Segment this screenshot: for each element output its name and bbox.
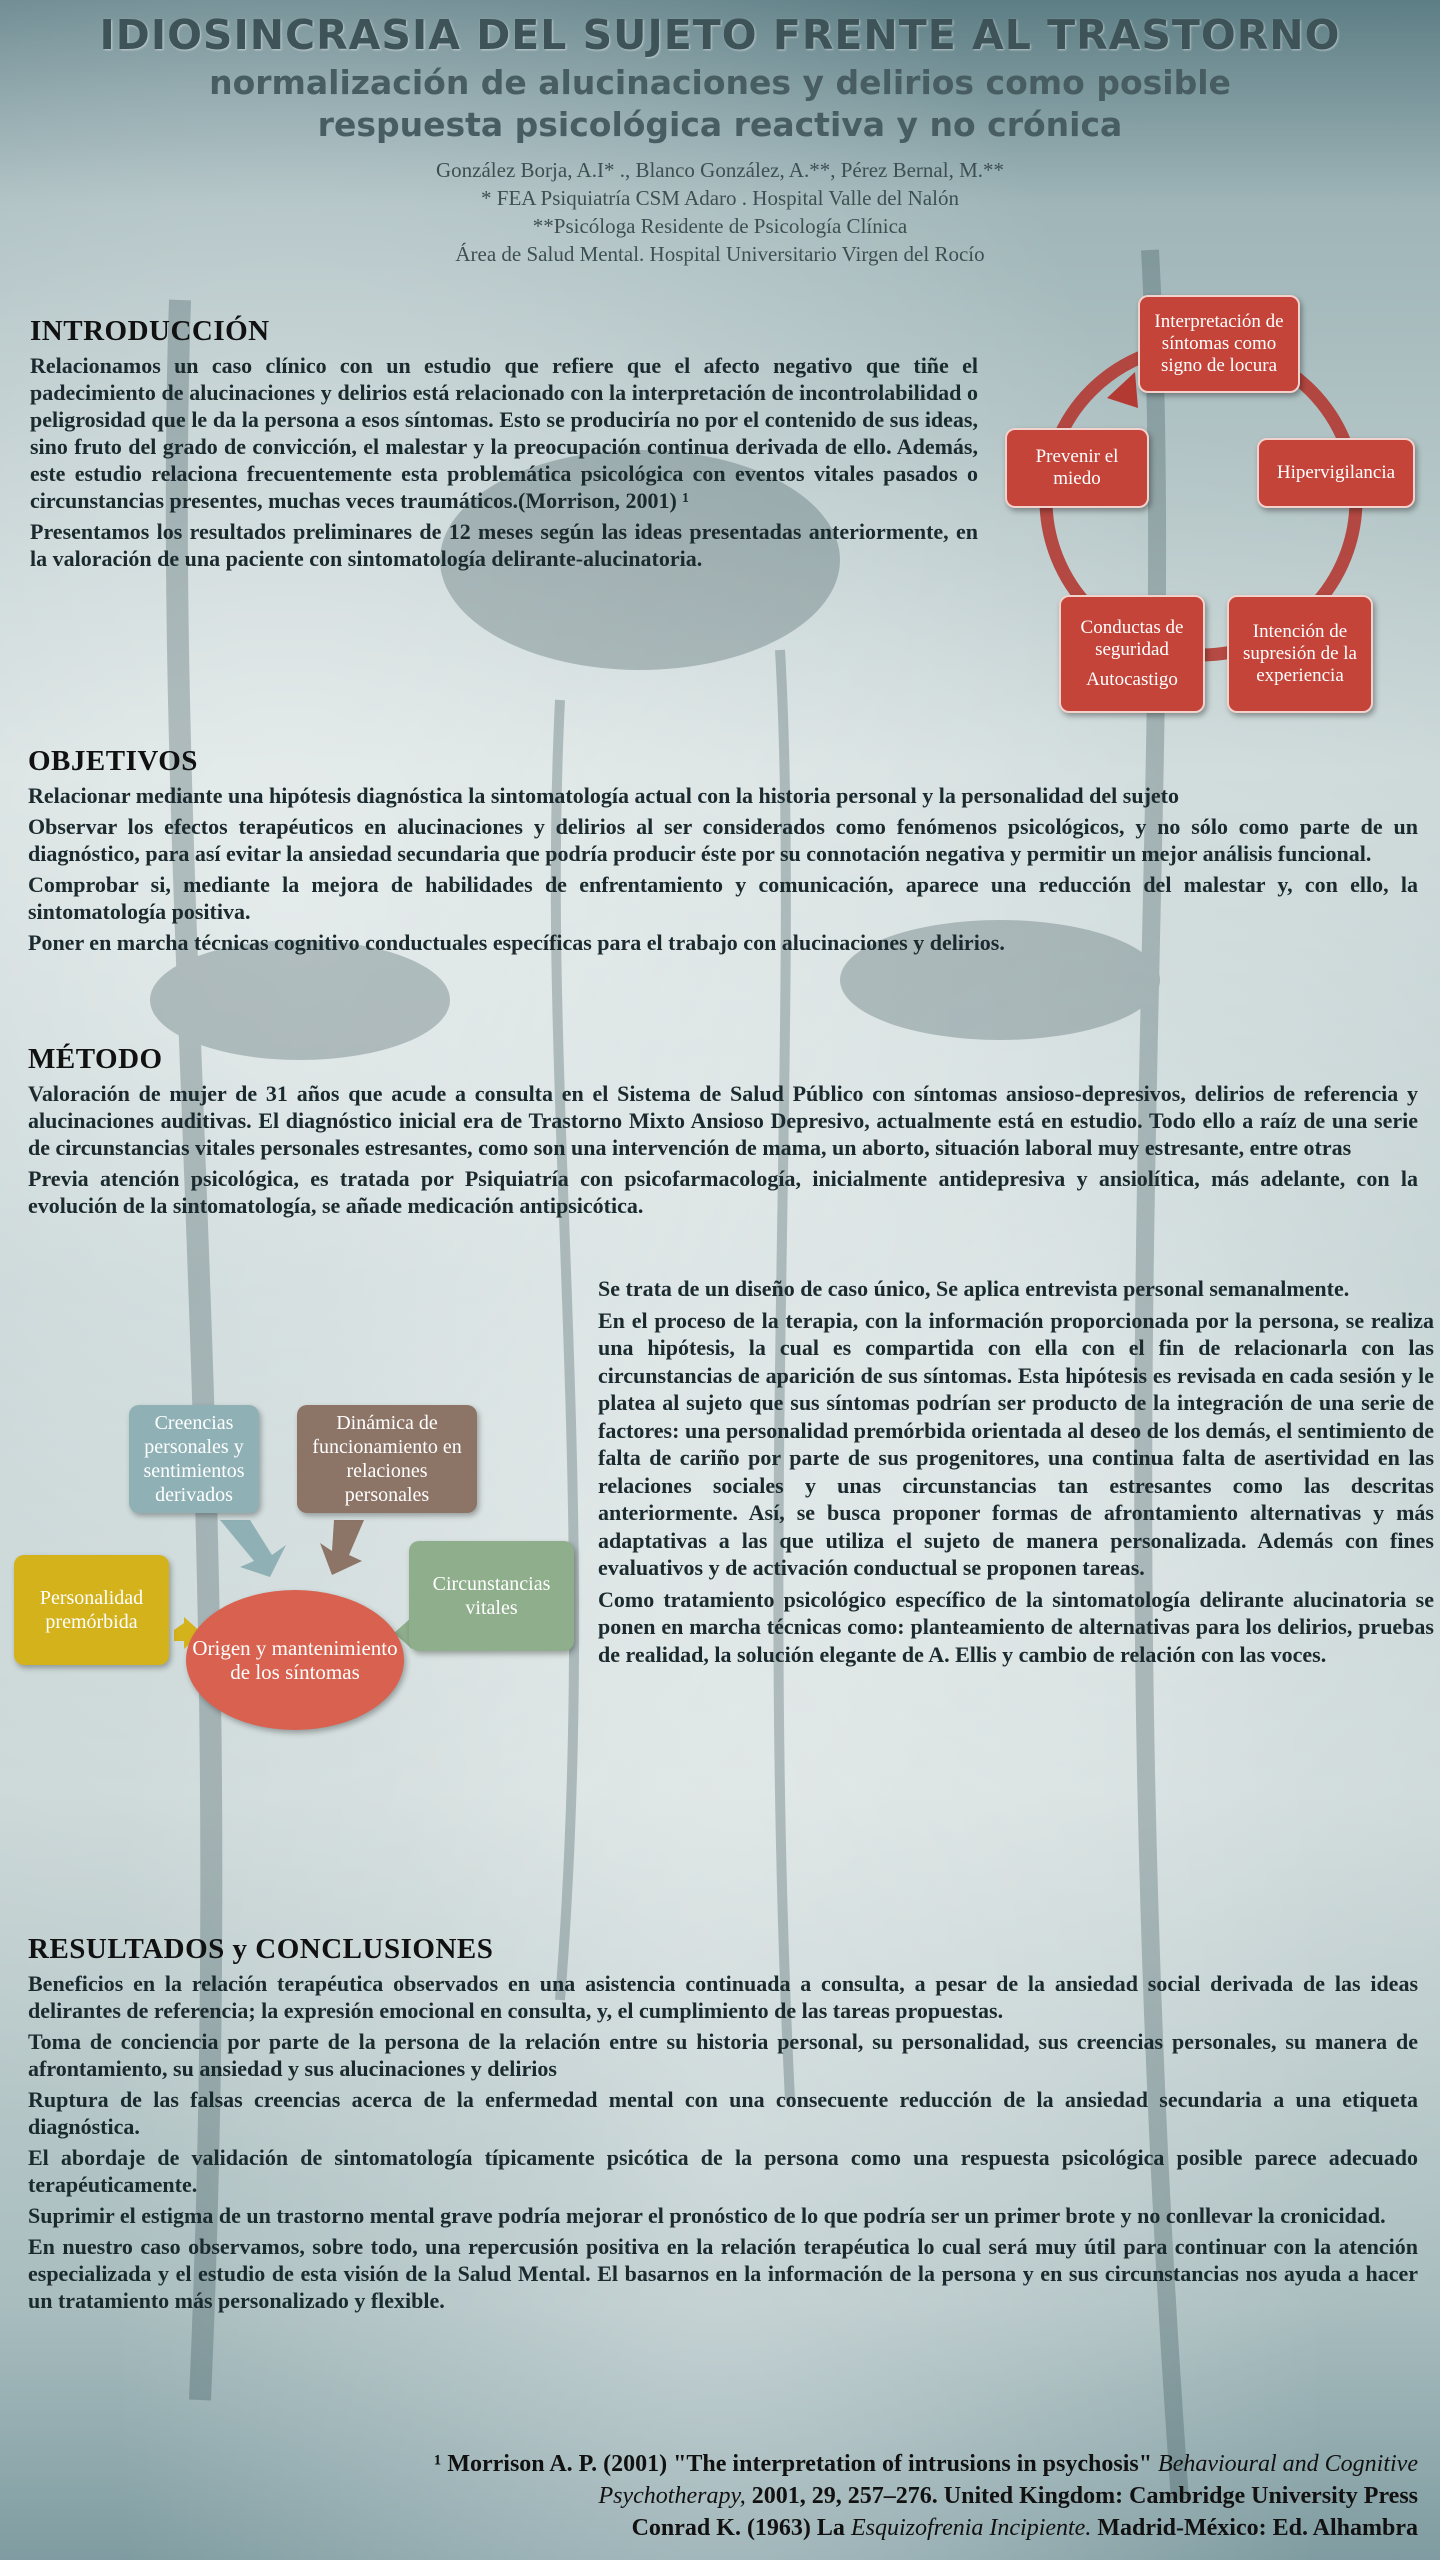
objetivos-item: Poner en marcha técnicas cognitivo conductuales específicas para el trabajo con alucinaciones y delirios.	[28, 930, 1005, 955]
reference-2-author: Conrad K. (1963) La	[631, 2515, 845, 2541]
origin-node-creencias: Creencias personales y sentimientos derivados	[129, 1405, 259, 1513]
metodo-section	[28, 1043, 1418, 1219]
introduccion-section	[30, 315, 978, 572]
resultados-item: Beneficios en la relación terapéutica observados en una asistencia continuada a consulta, a pesar de la ansiedad social derivada de las ideas delirantes de referencia; la expresión emocional en consulta, y, el cumplimiento de las tareas propuestas.	[28, 1971, 1418, 2023]
reference-1-journal: Behavioural and Cognitive	[1158, 2451, 1418, 2477]
metodo-paragraph-1: Valoración de mujer de 31 años que acude a consulta en el Sistema de Salud Público con síntomas ansioso-depresivos, delirios de referencia y alucinaciones auditivas. El diagnóstico inicial era de Trastorno Mixto Ansioso Depresivo, actualmente está en estudio. Todo ello a raíz de una serie de circunstancias vitales personales estresantes, como son una intervención de mama, un aborto, situación laboral muy estresante, entre otras	[28, 1081, 1418, 1160]
reference-2-details: Madrid-México: Ed. Alhambra	[1097, 2515, 1418, 2541]
origin-node-center: Origen y mantenimiento de los síntomas	[186, 1590, 404, 1730]
reference-2	[138, 2512, 1418, 2544]
objetivos-item: Relacionar mediante una hipótesis diagnóstica la sintomatología actual con la historia personal y la personalidad del sujeto	[28, 783, 1179, 808]
cycle-node-hipervigilancia: Hipervigilancia	[1257, 438, 1415, 508]
resultados-item: Suprimir el estigma de un trastorno mental grave podría mejorar el pronóstico de lo que podría ser un primer brote y no conllevar la cronicidad.	[28, 2203, 1386, 2228]
resultados-item: El abordaje de validación de sintomatología típicamente psicótica de la persona como una respuesta psicológica posible parece adecuado terapéuticamente.	[28, 2145, 1418, 2197]
origin-node-circunstancias: Circunstancias vitales	[409, 1541, 574, 1651]
cycle-diagram	[995, 290, 1425, 730]
origin-node-dinamica: Dinámica de funcionamiento en relaciones personales	[297, 1405, 477, 1513]
cycle-node-prevenir-miedo: Prevenir el miedo	[1005, 428, 1149, 508]
metodo-paragraph-2: Previa atención psicológica, es tratada por Psiquiatría con psicofarmacología, inicialmente antidepresiva y ansiolítica, más adelante, con la evolución de la sintomatología, se añade medicación antipsicótica.	[28, 1166, 1418, 1218]
introduccion-paragraph-1: Relacionamos un caso clínico con un estudio que refiere que el afecto negativo que tiñe el padecimiento de alucinaciones y delirios está relacionado con la interpretación de incontrolabilidad o peligrosidad que le da la persona a esos síntomas. Esto se produciría no por el contenido de sus ideas, sino fruto del grado de convicción, el malestar y la preocupación continua derivada de ello. Además, este estudio relaciona frecuentemente esta problemática psicológica con eventos vitales pasados o circunstancias presentes, muchas veces traumáticos.(Morrison, 2001) ¹	[30, 353, 978, 513]
metodo-detail-column	[598, 1275, 1434, 1668]
introduccion-title: INTRODUCCIÓN	[30, 315, 270, 347]
authors: González Borja, A.I* ., Blanco González, A.**, Pérez Bernal, M.**	[436, 158, 1004, 182]
reference-1-line1	[138, 2448, 1418, 2480]
affiliation-2: **Psicóloga Residente de Psicología Clínica	[532, 214, 908, 238]
objetivos-title: OBJETIVOS	[28, 745, 198, 777]
cycle-node-conductas-line1: Conductas de seguridad	[1080, 617, 1184, 660]
metodo-detail-paragraph-1: Se trata de un diseño de caso único, Se aplica entrevista personal semanalmente.	[598, 1276, 1350, 1301]
cycle-node-interpretacion: Interpretación de síntomas como signo de locura	[1138, 295, 1300, 393]
objetivos-section	[28, 745, 1418, 956]
affiliation-3: Área de Salud Mental. Hospital Universitario Virgen del Rocío	[455, 242, 985, 266]
origin-diagram	[14, 1405, 584, 1765]
reference-1-details: 2001, 29, 257–276. United Kingdom: Cambridge University Press	[751, 2483, 1418, 2509]
references	[138, 2448, 1418, 2544]
resultados-item: Ruptura de las falsas creencias acerca de la enfermedad mental con una consecuente reducción de la ansiedad secundaria a una etiqueta diagnóstica.	[28, 2087, 1418, 2139]
poster-subtitle-line2: respuesta psicológica reactiva y no crónica	[317, 105, 1123, 144]
poster-title: IDIOSINCRASIA DEL SUJETO FRENTE AL TRASTORNO	[99, 11, 1341, 59]
reference-1-author-title: ¹ Morrison A. P. (2001) "The interpretation of intrusions in psychosis"	[434, 2451, 1153, 2477]
metodo-title: MÉTODO	[28, 1043, 163, 1075]
cycle-node-conductas-line2: Autocastigo	[1086, 669, 1178, 690]
resultados-item: En nuestro caso observamos, sobre todo, una repercusión positiva en la relación terapéutica lo cual será muy útil para continuar con la atención especializada y el estudio de esta visión de la Salud Mental. El basarnos en la información de la persona y en sus circunstancias nos ayuda a hacer un tratamiento más personalizado y flexible.	[28, 2234, 1418, 2313]
cycle-node-conductas-seguridad	[1059, 595, 1205, 713]
reference-2-book: Esquizofrenia Incipiente.	[850, 2515, 1092, 2541]
poster-subtitle-line1: normalización de alucinaciones y delirios como posible	[209, 63, 1231, 102]
authors-block	[0, 156, 1440, 268]
introduccion-paragraph-2: Presentamos los resultados preliminares de 12 meses según las ideas presentadas anteriormente, en la valoración de una paciente con sintomatología delirante-alucinatoria.	[30, 519, 978, 571]
cycle-node-intencion-supresion: Intención de supresión de la experiencia	[1227, 595, 1373, 713]
objetivos-item: Comprobar si, mediante la mejora de habilidades de enfrentamiento y comunicación, aparece una reducción del malestar y, con ello, la sintomatología positiva.	[28, 872, 1418, 924]
resultados-item: Toma de conciencia por parte de la persona de la relación entre su historia personal, su personalidad, sus creencias personales, su manera de afrontamiento, su ansiedad y sus alucinaciones y delirios	[28, 2029, 1418, 2081]
objetivos-item: Observar los efectos terapéuticos en alucinaciones y delirios al ser considerados como fenómenos psicológicos, y no sólo como parte de un diagnóstico, para así evitar la ansiedad secundaria que podría producir éste por su connotación negativa y permitir un mejor análisis funcional.	[28, 814, 1418, 866]
affiliation-1: * FEA Psiquiatría CSM Adaro . Hospital Valle del Nalón	[481, 186, 959, 210]
reference-1-line2	[138, 2480, 1418, 2512]
metodo-detail-paragraph-3: Como tratamiento psicológico específico de la sintomatología delirante alucinatoria se ponen en marcha técnicas como: planteamiento de alternativas para los delirios, pruebas de realidad, la solución elegante de A. Ellis y cambio de relación con las voces.	[598, 1586, 1434, 1667]
origin-node-personalidad: Personalidad premórbida	[14, 1555, 169, 1665]
reference-1-journal-cont: Psychotherapy,	[598, 2483, 746, 2509]
resultados-section	[28, 1933, 1418, 2314]
metodo-detail-paragraph-2: En el proceso de la terapia, con la información proporcionada por la persona, se realiza una hipótesis, la cual es compartida con ella con el fin de relacionarla con las circunstancias de aparición de sus síntomas. Esta hipótesis es revisada en cada sesión y le platea al sujeto que sus síntomas podrían ser producto de la integración de una serie de factores: una personalidad premórbida orientada al deseo de los demás, el sentimiento de falta de cariño por parte de sus progenitores, una continua falta de asertividad en las relaciones sociales y unas circunstancias tan estresantes como las descritas anteriormente. Así, se busca proponer formas de afrontamiento alternativas y más adaptativas a las que utiliza el sujeto de manera personalizada. Además con fines evaluativos y de activación conductual se proponen tareas.	[598, 1307, 1434, 1580]
poster-header	[0, 12, 1440, 268]
resultados-title: RESULTADOS y CONCLUSIONES	[28, 1933, 494, 1965]
